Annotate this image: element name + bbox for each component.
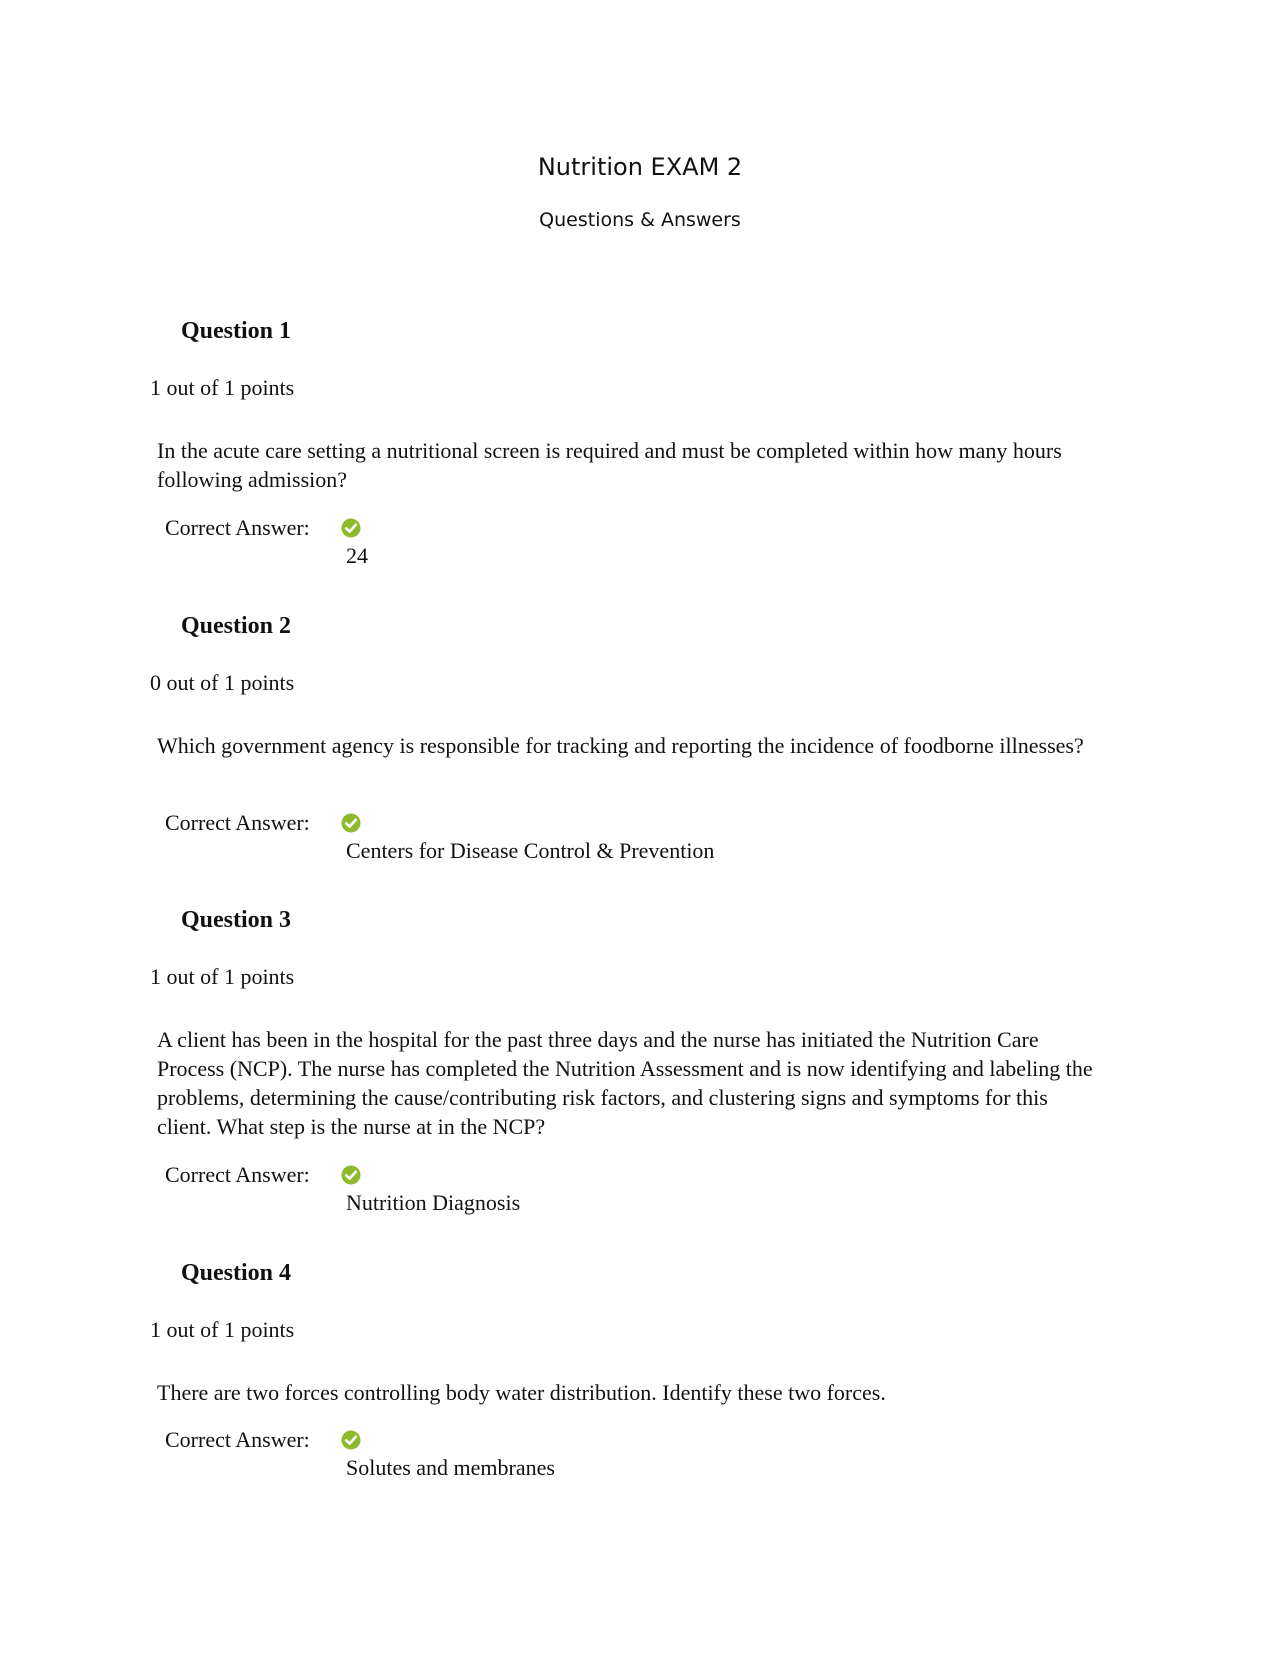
- question-text: In the acute care setting a nutritional screen is required and must be completed within how many hours following admission?: [157, 438, 1062, 492]
- correct-answer-label: Correct Answer:: [165, 1162, 310, 1187]
- question-text: There are two forces controlling body water distribution. Identify these two forces.: [157, 1380, 886, 1405]
- correct-answer-value: Centers for Disease Control & Prevention: [346, 838, 715, 863]
- correct-answer-label: Correct Answer:: [165, 1427, 310, 1452]
- question-heading: Question 4: [181, 1260, 292, 1286]
- correct-answer-value: Solutes and membranes: [346, 1455, 555, 1480]
- question-heading: Question 2: [181, 613, 292, 639]
- question-heading: Question 3: [181, 907, 292, 933]
- question-heading: Question 1: [181, 318, 292, 344]
- correct-answer-value: 24: [346, 543, 368, 568]
- question-text: Which government agency is responsible for tracking and reporting the incidence of foodborne illnesses?: [157, 733, 1084, 758]
- correct-answer-label: Correct Answer:: [165, 515, 310, 540]
- document-subtitle: Questions & Answers: [539, 209, 741, 231]
- question-points: 0 out of 1 points: [150, 670, 295, 695]
- question-points: 1 out of 1 points: [150, 375, 295, 400]
- check-icon: [341, 1430, 361, 1450]
- question-points: 1 out of 1 points: [150, 1317, 295, 1342]
- correct-answer-label: Correct Answer:: [165, 810, 310, 835]
- check-icon: [341, 813, 361, 833]
- document-title: Nutrition EXAM 2: [537, 153, 743, 181]
- question-points: 1 out of 1 points: [150, 964, 295, 989]
- correct-answer-value: Nutrition Diagnosis: [346, 1190, 521, 1215]
- check-icon: [341, 1165, 361, 1185]
- check-icon: [341, 518, 361, 538]
- question-text: A client has been in the hospital for the past three days and the nurse has initiated the Nutrition Care Process (NCP). The nurse has completed the Nutrition Assessment and is now identifying and labeling the problems, determining the cause/contributing risk factors, and clustering signs and symptoms for this client. What step is the nurse at in the NCP?: [157, 1027, 1093, 1139]
